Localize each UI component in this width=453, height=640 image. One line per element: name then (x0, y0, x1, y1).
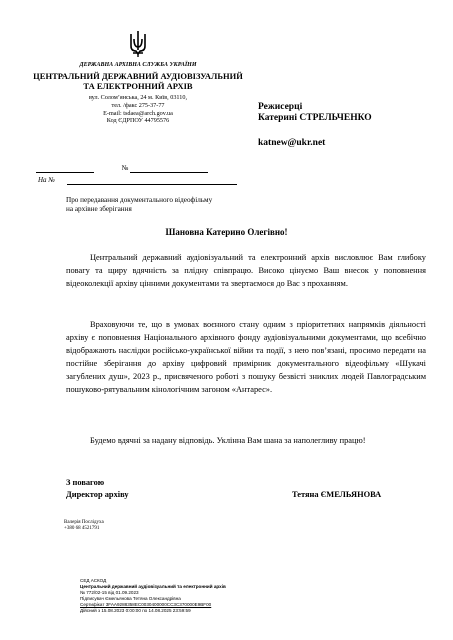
stamp-system: СЕД АСКОД (80, 578, 107, 583)
recipient-email[interactable]: katnew@ukr.net (258, 138, 326, 148)
body-paragraph-1: Центральний державний аудіовізуальний та електронний архів висловлює Вам глибоку повагу та щиру вдячність за плідну співпрацю. Високо цінуємо Ваш внесок у поповнення відеоколекції архіву цінними документами та звертаємося до Вас з проханням. (66, 253, 426, 288)
signer-position: Директор архіву (66, 490, 129, 499)
executor-block (64, 520, 104, 532)
stamp-org: Центральний державний аудіовізуальний та електронний архів (80, 584, 226, 589)
number-line (130, 165, 208, 173)
org-email: E-mail: tsdaea@arch.gov.ua (103, 109, 173, 117)
stamp-registration: № 772/02-15 від 01.09.2023 (80, 590, 139, 595)
recipient-block (258, 102, 372, 124)
archive-service-name: ДЕРЖАВНА АРХІВНА СЛУЖБА УКРАЇНИ (79, 62, 197, 68)
body-paragraph-3: Будемо вдячні за надану відповідь. Уклінна Вам шана за наполегливу працю! (90, 436, 366, 445)
executor-name: Валерія Пocлідуха (64, 520, 104, 525)
executor-phone: +380 68 4521791 (64, 526, 100, 531)
outgoing-number-row (36, 164, 208, 173)
org-address: вул. Солом’янська, 24 м. Київ, 03110, (88, 94, 188, 101)
org-phone: тел. /факс 275-37-77 (111, 101, 165, 109)
date-line (36, 165, 94, 173)
salutation: Шановна Катерино Олегівно! (165, 227, 288, 237)
reference-label: На № (38, 176, 55, 184)
recipient-name: Катерині СТРЕЛЬЧЕНКО (258, 113, 372, 123)
organization-name: ЦЕНТРАЛЬНИЙ ДЕРЖАВНИЙ АУДІОВІЗУАЛЬНИЙ ТА ЕЛЕКТРОННИЙ АРХІВ (33, 71, 243, 91)
org-edrpou: Код ЄДРПОУ 44795576 (106, 117, 170, 125)
letterhead (28, 30, 248, 125)
body-paragraph-2: Враховуючи те, що в умовах воєнного стану одним з пріоритетних напрямків діяльності архіву є поповнення Національного архівного фонду аудіовізуальними документами, що всебічно відображають наслідки російсько-української війни та події, з нею пов’язані, просимо передати на постійне зберігання до архіву цифровий примірник документального відеофільму «Шукачі загублених душ», 2023 р., присвяченого роботі з пошуку безвісті зниклих людей Павлоградським пошуково-рятувальним кінологічним загоном «Антарес». (66, 320, 426, 394)
reference-number-row (38, 176, 237, 185)
recipient-role: Режисерці (258, 102, 303, 112)
e-signature-stamp (80, 578, 230, 614)
stamp-validity: Дійсний з 15.08.2023 0:00:00 по 14.08.2025 23:59:59 (80, 608, 191, 613)
reference-line (67, 177, 237, 185)
trident-emblem-icon (129, 30, 147, 58)
stamp-signer: Підписувач Ємельянова Тетяна Олександрівна (80, 596, 181, 601)
number-sign: № (121, 164, 129, 172)
letter-subject: Про передавання документального відеофільму на архівне зберігання (66, 196, 213, 213)
stamp-certificate: Сертифікат 3FAA9288358EC0030400000CC3C370000E9BF00 (80, 602, 212, 607)
signer-name: Тетяна ЄМЕЛЬЯНОВА (292, 490, 382, 499)
closing: З повагою (66, 478, 105, 487)
